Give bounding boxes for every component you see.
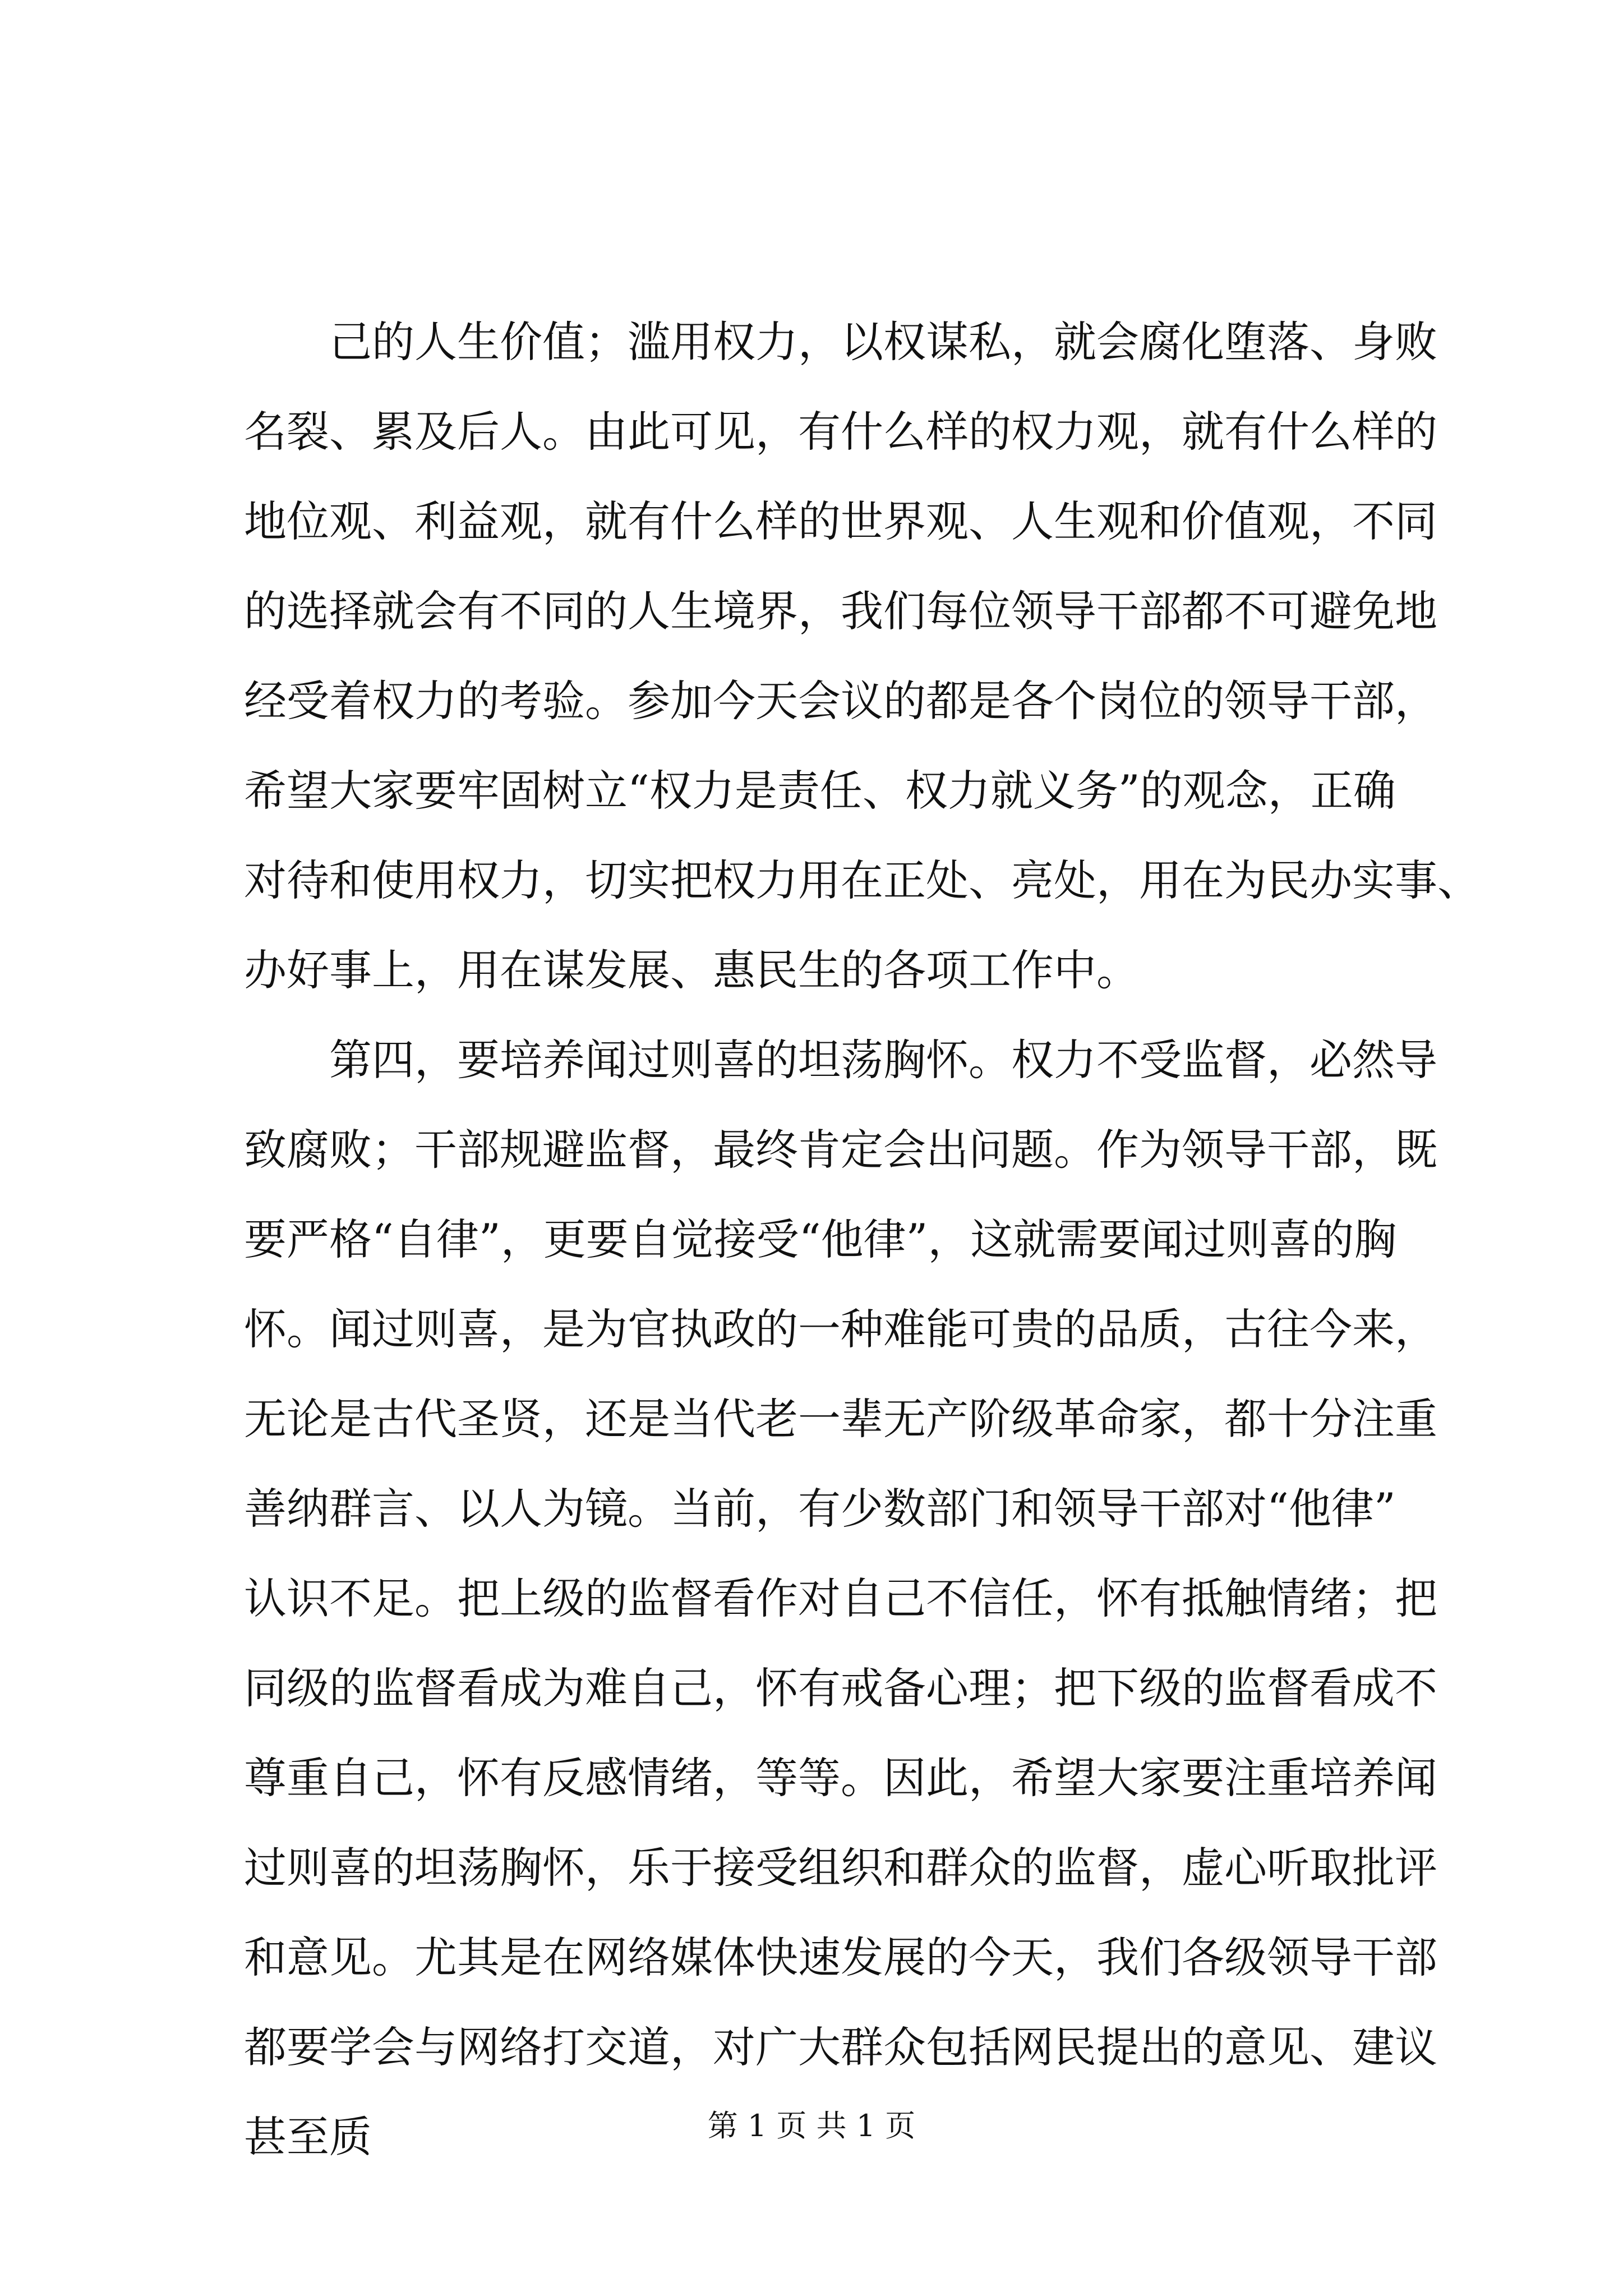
text-line: 经受着权力的考验。参加今天会议的都是各个岗位的领导干部， bbox=[244, 676, 1437, 726]
text-line: 过则喜的坦荡胸怀，乐于接受组织和群众的监督，虚心听取批评 bbox=[244, 1843, 1437, 1893]
text-line: 对待和使用权力，切实把权力用在正处、亮处，用在为民办实事、 bbox=[244, 855, 1480, 905]
text-line: 名裂、累及后人。由此可见，有什么样的权力观，就有什么样的 bbox=[244, 407, 1437, 457]
text-line: 怀。闻过则喜，是为官执政的一种难能可贵的品质，古往今来， bbox=[244, 1304, 1437, 1354]
text-line: 致腐败；干部规避监督，最终肯定会出问题。作为领导干部，既 bbox=[244, 1125, 1437, 1175]
page-footer bbox=[0, 2106, 1623, 2146]
paragraph-1 bbox=[244, 297, 1480, 1015]
text-line: 己的人生价值；滥用权力，以权谋私，就会腐化堕落、身败 bbox=[329, 317, 1437, 367]
text-line: 和意见。尤其是在网络媒体快速发展的今天，我们各级领导干部 bbox=[244, 1932, 1437, 1982]
document-body bbox=[244, 297, 1480, 2182]
text-line: 甚至质 bbox=[244, 2112, 372, 2162]
text-line: 地位观、利益观，就有什么样的世界观、人生观和价值观，不同 bbox=[244, 496, 1437, 546]
page-number-label: 第 1 页 共 1 页 bbox=[707, 2108, 916, 2143]
text-line: 办好事上，用在谋发展、惠民生的各项工作中。 bbox=[244, 945, 1139, 995]
text-line: 尊重自己，怀有反感情绪，等等。因此，希望大家要注重培养闻 bbox=[244, 1753, 1437, 1803]
text-line: 善纳群言、以人为镜。当前，有少数部门和领导干部对“他律” bbox=[244, 1484, 1396, 1534]
text-line: 认识不足。把上级的监督看作对自己不信任，怀有抵触情绪；把 bbox=[244, 1573, 1437, 1623]
text-line: 希望大家要牢固树立“权力是责任、权力就义务”的观念，正确 bbox=[244, 766, 1396, 816]
paragraph-2 bbox=[244, 1015, 1437, 2182]
text-line: 第四，要培养闻过则喜的坦荡胸怀。权力不受监督，必然导 bbox=[329, 1035, 1437, 1085]
text-line: 要严格“自律”，更要自觉接受“他律”，这就需要闻过则喜的胸 bbox=[244, 1214, 1397, 1264]
text-line: 都要学会与网络打交道，对广大群众包括网民提出的意见、建议 bbox=[244, 2022, 1437, 2072]
text-line: 的选择就会有不同的人生境界，我们每位领导干部都不可避免地 bbox=[244, 586, 1437, 636]
text-line: 无论是古代圣贤，还是当代老一辈无产阶级革命家，都十分注重 bbox=[244, 1394, 1437, 1444]
text-line: 同级的监督看成为难自己，怀有戒备心理；把下级的监督看成不 bbox=[244, 1663, 1437, 1713]
